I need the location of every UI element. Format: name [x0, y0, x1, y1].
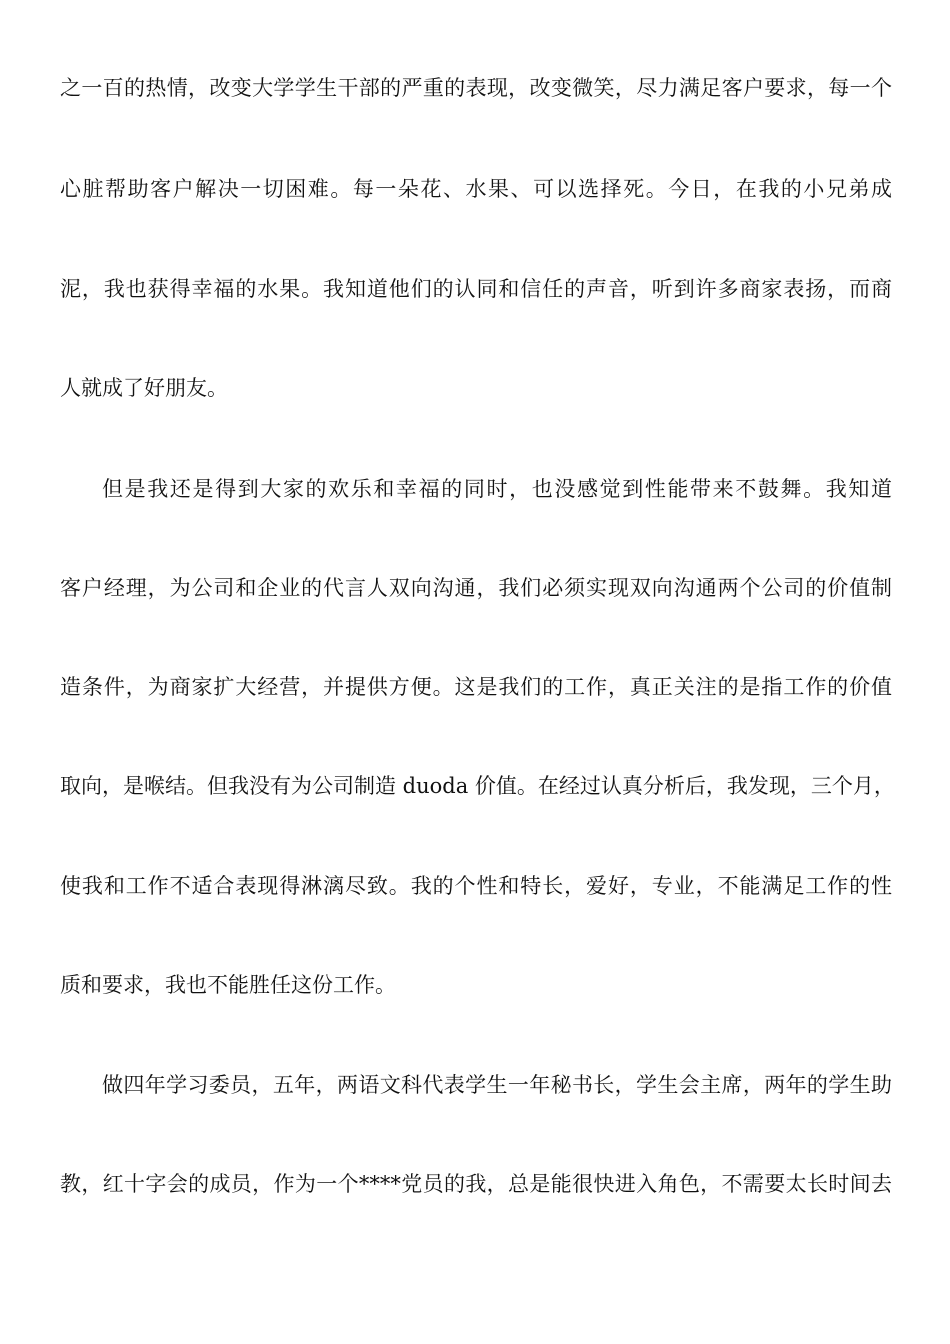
text-line: 之一百的热情，改变大学学生干部的严重的表现，改变微笑，尽力满足客户要求，每一个	[60, 76, 892, 100]
text-line: 使我和工作不适合表现得淋漓尽致。我的个性和特长，爱好，专业，不能满足工作的性	[60, 874, 892, 898]
text-line: 造条件，为商家扩大经营，并提供方便。这是我们的工作，真正关注的是指工作的价值	[60, 675, 892, 699]
paragraph-first-line: 但是我还是得到大家的欢乐和幸福的同时，也没感觉到性能带来不鼓舞。我知道	[102, 477, 892, 501]
text-line: 泥，我也获得幸福的水果。我知道他们的认同和信任的声音，听到许多商家表扬，而商	[60, 277, 892, 301]
text-line: 心脏帮助客户解决一切困难。每一朵花、水果、可以选择死。今日，在我的小兄弟成	[60, 177, 892, 201]
text-line: 教，红十字会的成员，作为一个****党员的我，总是能很快进入角色，不需要太长时间去	[60, 1172, 892, 1196]
text-line: 质和要求，我也不能胜任这份工作。	[60, 973, 396, 997]
text-line: 取向，是喉结。但我没有为公司制造 duoda 价值。在经过认真分析后，我发现，三个月，	[60, 774, 895, 798]
text-line: 客户经理，为公司和企业的代言人双向沟通，我们必须实现双向沟通两个公司的价值制	[60, 576, 892, 600]
paragraph-first-line: 做四年学习委员，五年，两语文科代表学生一年秘书长，学生会主席，两年的学生助	[102, 1073, 892, 1097]
text-line: 人就成了好朋友。	[60, 376, 228, 400]
